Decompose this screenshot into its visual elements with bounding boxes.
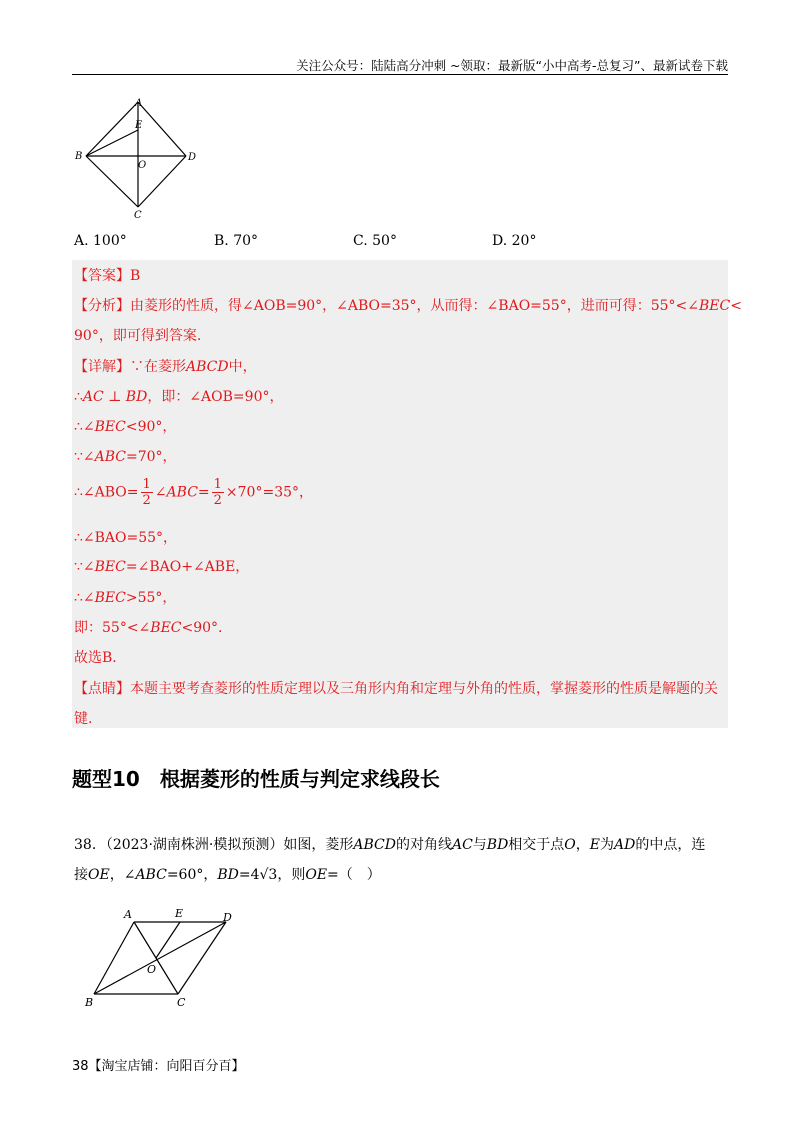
step-3: ∵∠ABC=70°， bbox=[74, 449, 177, 465]
segment-oe bbox=[156, 922, 180, 958]
rhombus-figure-1 bbox=[72, 96, 212, 221]
label-a: A bbox=[135, 98, 143, 109]
page-footer: 38【淘宝店铺：向阳百分百】 bbox=[72, 1059, 245, 1074]
label-e: E bbox=[135, 120, 143, 131]
label-b: B bbox=[85, 996, 94, 1009]
step-8: 即：55°<∠BEC<90°. bbox=[74, 620, 223, 636]
edge-dc bbox=[178, 922, 226, 994]
step-4: ∴∠ABO= $\frac{1}{2}$ ∠ABC= $\frac{1}{2}$ ×70°=35°， bbox=[74, 477, 314, 508]
fraction-half-1: $\frac{1}{2}$ bbox=[142, 477, 151, 508]
label-a: A bbox=[124, 908, 132, 921]
page-header: 关注公众号：陆陆高分冲刺 ~领取：最新版“小中高考-总复习”、最新试卷下载 bbox=[296, 58, 728, 73]
step-6: ∵∠BEC=∠BAO+∠ABE， bbox=[74, 559, 250, 575]
label-d: D bbox=[188, 152, 197, 163]
step-5: ∴∠BAO=55°， bbox=[74, 530, 178, 546]
comment-line-1: 【点睛】本题主要考查菱形的性质定理以及三角形内角和定理与外角的性质，掌握菱形的性质是解题的关 bbox=[74, 681, 718, 697]
label-b: B bbox=[75, 151, 83, 162]
edge-cb bbox=[86, 156, 138, 207]
detail-line: 【详解】∵在菱形ABCD中， bbox=[74, 359, 257, 375]
header-rule bbox=[72, 74, 728, 75]
option-a[interactable]: A. 100° bbox=[74, 233, 127, 249]
label-d: D bbox=[223, 911, 232, 924]
rhombus-figure-2 bbox=[82, 902, 247, 1012]
label-c: C bbox=[134, 210, 142, 221]
edge-ba bbox=[86, 102, 138, 156]
label-o: O bbox=[138, 160, 147, 171]
label-o: O bbox=[147, 963, 157, 976]
analysis-line-1: 【分析】由菱形的性质，得∠AOB=90°，∠ABO=35°，从而得：∠BAO=55°，进而可得：55°<∠BEC< bbox=[74, 298, 742, 314]
section-title: 题型10 根据菱形的性质与判定求线段长 bbox=[72, 767, 440, 791]
problem-line-2: 接OE，∠ABC=60°，BD=4√3，则OE=（ ） bbox=[74, 867, 381, 883]
segment-be bbox=[86, 130, 138, 156]
label-e: E bbox=[175, 907, 184, 920]
answer-line: 【答案】B bbox=[74, 268, 141, 284]
analysis-line-2: 90°，即可得到答案. bbox=[74, 328, 202, 344]
step-7: ∴∠BEC>55°， bbox=[74, 590, 177, 606]
label-c: C bbox=[177, 996, 186, 1009]
option-b[interactable]: B. 70° bbox=[214, 233, 259, 249]
option-d[interactable]: D. 20° bbox=[492, 233, 537, 249]
problem-line-1: 38．（2023·湖南株洲·模拟预测）如图，菱形ABCD的对角线AC与BD相交于点O，E为AD的中点，连 bbox=[74, 837, 706, 853]
edge-ad bbox=[138, 102, 186, 156]
step-1: ∴AC ⊥ BD，即：∠AOB=90°， bbox=[74, 389, 284, 405]
option-c[interactable]: C. 50° bbox=[353, 233, 397, 249]
comment-line-2: 键. bbox=[74, 711, 93, 727]
step-9: 故选B. bbox=[74, 650, 117, 666]
fraction-half-2: $\frac{1}{2}$ bbox=[213, 477, 222, 508]
step-2: ∴∠BEC<90°， bbox=[74, 419, 177, 435]
